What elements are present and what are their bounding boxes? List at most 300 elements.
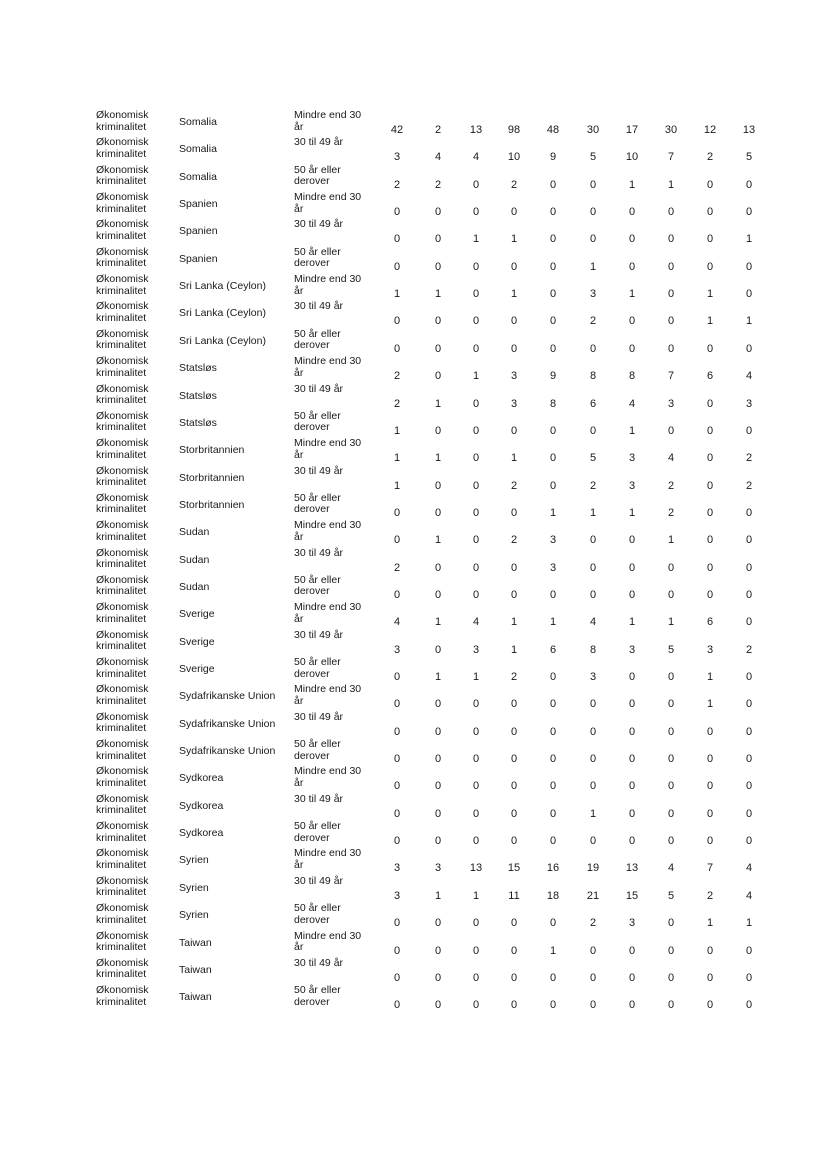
age-group: 50 år eller derover — [294, 820, 341, 844]
country-name: Storbritannien — [179, 444, 245, 457]
value-cell: 0 — [510, 342, 518, 355]
age-group: Mindre end 30 år — [294, 273, 362, 297]
value-cell: 2 — [589, 315, 597, 328]
value-cell: 0 — [589, 999, 597, 1012]
age-group: Mindre end 30 år — [294, 601, 362, 625]
table-row — [0, 110, 828, 137]
value-cell: 0 — [745, 206, 753, 219]
value-cell: 0 — [393, 971, 401, 984]
value-cell: 0 — [745, 971, 753, 984]
value-cell: 0 — [549, 780, 557, 793]
value-cell: 0 — [472, 698, 480, 711]
value-cell: 0 — [393, 835, 401, 848]
value-cell: 0 — [510, 917, 518, 930]
value-cell: 2 — [434, 178, 442, 191]
value-cell: 0 — [549, 588, 557, 601]
value-cell: 0 — [434, 725, 442, 738]
value-cell: 1 — [589, 807, 597, 820]
value-cell: 0 — [472, 534, 480, 547]
value-cell: 0 — [667, 753, 675, 766]
value-cell: 0 — [706, 424, 714, 437]
crime-category: Økonomisk kriminalitet — [96, 820, 149, 844]
value-cell: 0 — [589, 561, 597, 574]
value-cell: 1 — [706, 671, 714, 683]
value-cell: 15 — [625, 889, 639, 902]
value-cell: 3 — [510, 397, 518, 410]
value-cell: 0 — [472, 206, 480, 219]
value-cell: 0 — [434, 780, 442, 793]
age-group: 50 år eller derover — [294, 902, 341, 926]
value-cell: 0 — [393, 506, 401, 519]
table-row — [0, 247, 828, 274]
value-cell: 0 — [434, 753, 442, 766]
value-cell: 0 — [589, 206, 597, 219]
value-cell: 1 — [667, 178, 675, 191]
value-cell: 0 — [393, 807, 401, 820]
crime-category: Økonomisk kriminalitet — [96, 573, 149, 598]
value-cell: 1 — [706, 315, 714, 328]
value-cell: 0 — [393, 944, 401, 957]
value-cell: 0 — [393, 588, 401, 601]
value-cell: 0 — [628, 342, 636, 355]
value-cell: 4 — [667, 862, 675, 875]
value-cell: 0 — [472, 753, 480, 766]
value-cell: 1 — [393, 479, 401, 492]
value-cell: 1 — [589, 260, 597, 273]
age-group: 30 til 49 år — [294, 218, 344, 231]
value-cell: 0 — [745, 561, 753, 574]
value-cell: 0 — [434, 643, 442, 656]
value-cell: 0 — [434, 698, 442, 711]
value-cell: 0 — [628, 780, 636, 793]
crime-category: Økonomisk kriminalitet — [96, 163, 149, 188]
value-cell: 0 — [393, 534, 401, 547]
value-cell: 0 — [745, 753, 753, 766]
value-cell: 6 — [589, 397, 597, 410]
table-row — [0, 958, 828, 985]
value-cell: 0 — [667, 671, 675, 683]
value-cell: 4 — [628, 397, 636, 410]
age-group: 30 til 49 år — [294, 710, 344, 723]
value-cell: 0 — [628, 260, 636, 273]
crime-category: Økonomisk kriminalitet — [96, 874, 149, 899]
value-cell: 0 — [549, 233, 557, 246]
value-cell: 0 — [510, 807, 518, 820]
value-cell: 11 — [508, 889, 520, 902]
age-group: Mindre end 30 år — [294, 191, 362, 215]
country-name: Somalia — [179, 116, 217, 128]
value-cell: 2 — [510, 534, 518, 547]
value-cell: 0 — [472, 971, 480, 984]
value-cell: 0 — [472, 807, 480, 820]
crime-category: Økonomisk kriminalitet — [96, 902, 149, 926]
value-cell: 1 — [510, 643, 518, 656]
value-cell: 0 — [510, 780, 518, 793]
value-cell: 0 — [589, 342, 597, 355]
age-group: Mindre end 30 år — [294, 355, 362, 379]
value-cell: 0 — [589, 233, 597, 246]
country-name: Statsløs — [179, 362, 217, 375]
age-group: Mindre end 30 år — [294, 929, 362, 953]
value-cell: 0 — [549, 342, 557, 355]
value-cell: 0 — [589, 780, 597, 793]
crime-category: Økonomisk kriminalitet — [96, 136, 149, 160]
value-cell: 8 — [589, 370, 597, 383]
crime-category: Økonomisk kriminalitet — [96, 956, 149, 981]
value-cell: 2 — [393, 370, 401, 383]
value-cell: 10 — [625, 151, 639, 164]
country-name: Taiwan — [179, 991, 212, 1004]
value-cell: 0 — [434, 917, 442, 930]
age-group: Mindre end 30 år — [294, 437, 362, 461]
value-cell: 21 — [586, 889, 600, 902]
value-cell: 0 — [549, 971, 557, 984]
value-cell: 4 — [745, 862, 753, 875]
value-cell: 0 — [706, 944, 714, 957]
age-group: 50 år eller derover — [294, 409, 341, 434]
value-cell: 0 — [472, 588, 480, 601]
country-name: Somalia — [179, 143, 217, 156]
value-cell: 1 — [510, 288, 518, 301]
value-cell: 98 — [507, 124, 521, 136]
value-cell: 0 — [745, 725, 753, 738]
age-group: 50 år eller derover — [294, 327, 341, 352]
table-row — [0, 356, 828, 383]
value-cell: 1 — [745, 233, 753, 246]
value-cell: 5 — [589, 452, 597, 465]
country-name: Taiwan — [179, 936, 212, 949]
age-group: 50 år eller derover — [294, 738, 341, 762]
value-cell: 0 — [706, 452, 714, 465]
table-row — [0, 520, 828, 547]
value-cell: 7 — [667, 151, 675, 164]
value-cell: 0 — [434, 807, 442, 820]
value-cell: 0 — [393, 999, 401, 1012]
age-group: 30 til 49 år — [294, 136, 344, 149]
value-cell: 0 — [549, 671, 557, 683]
value-cell: 2 — [589, 917, 597, 930]
value-cell: 0 — [706, 342, 714, 355]
value-cell: 0 — [434, 260, 442, 273]
country-name: Sudan — [179, 580, 210, 593]
value-cell: 0 — [434, 370, 442, 383]
value-cell: 0 — [434, 315, 442, 328]
value-cell: 0 — [667, 315, 675, 328]
value-cell: 0 — [549, 479, 557, 492]
value-cell: 3 — [434, 862, 442, 875]
value-cell: 30 — [664, 124, 678, 136]
value-cell: 4 — [472, 151, 480, 164]
value-cell: 0 — [667, 944, 675, 957]
country-name: Sydafrikanske Union — [179, 717, 276, 730]
value-cell: 0 — [510, 561, 518, 574]
value-cell: 0 — [393, 315, 401, 328]
value-cell: 0 — [706, 753, 714, 766]
value-cell: 1 — [472, 671, 480, 683]
country-name: Sydkorea — [179, 772, 224, 785]
value-cell: 0 — [706, 588, 714, 601]
age-group: 50 år eller derover — [294, 491, 341, 516]
table-row — [0, 411, 828, 438]
crime-category: Økonomisk kriminalitet — [96, 656, 149, 680]
value-cell: 0 — [510, 944, 518, 957]
crime-category: Økonomisk kriminalitet — [96, 929, 149, 953]
value-cell: 3 — [628, 452, 636, 465]
value-cell: 3 — [393, 862, 401, 875]
value-cell: 0 — [510, 424, 518, 437]
value-cell: 3 — [510, 370, 518, 383]
value-cell: 0 — [549, 725, 557, 738]
value-cell: 0 — [549, 288, 557, 301]
value-cell: 0 — [393, 917, 401, 930]
value-cell: 0 — [472, 178, 480, 191]
value-cell: 1 — [472, 233, 480, 246]
value-cell: 0 — [434, 944, 442, 957]
value-cell: 0 — [628, 944, 636, 957]
age-group: Mindre end 30 år — [294, 109, 362, 133]
value-cell: 5 — [589, 151, 597, 164]
country-name: Sri Lanka (Ceylon) — [179, 334, 266, 347]
value-cell: 4 — [393, 616, 401, 629]
value-cell: 0 — [434, 342, 442, 355]
value-cell: 0 — [549, 753, 557, 766]
value-cell: 1 — [472, 889, 480, 902]
value-cell: 0 — [628, 315, 636, 328]
value-cell: 1 — [628, 288, 636, 301]
crime-category: Økonomisk kriminalitet — [96, 191, 149, 215]
value-cell: 0 — [472, 999, 480, 1012]
crime-category: Økonomisk kriminalitet — [96, 683, 149, 707]
value-cell: 0 — [667, 780, 675, 793]
age-group: Mindre end 30 år — [294, 683, 362, 707]
age-group: 30 til 49 år — [294, 792, 344, 805]
value-cell: 0 — [667, 561, 675, 574]
value-cell: 0 — [745, 835, 753, 848]
value-cell: 0 — [510, 206, 518, 219]
crime-category: Økonomisk kriminalitet — [96, 437, 149, 461]
value-cell: 3 — [628, 917, 636, 930]
value-cell: 0 — [706, 479, 714, 492]
table-row — [0, 192, 828, 219]
value-cell: 0 — [745, 807, 753, 820]
value-cell: 8 — [628, 370, 636, 383]
value-cell: 6 — [706, 616, 714, 629]
value-cell: 0 — [549, 698, 557, 711]
table-row — [0, 274, 828, 301]
country-name: Sydkorea — [179, 799, 224, 812]
value-cell: 5 — [667, 643, 675, 656]
value-cell: 0 — [510, 999, 518, 1012]
value-cell: 3 — [393, 151, 401, 164]
age-group: Mindre end 30 år — [294, 519, 362, 543]
value-cell: 0 — [667, 342, 675, 355]
value-cell: 0 — [589, 534, 597, 547]
country-name: Sydkorea — [179, 827, 224, 840]
value-cell: 2 — [510, 671, 518, 683]
value-cell: 0 — [589, 178, 597, 191]
value-cell: 0 — [472, 452, 480, 465]
value-cell: 1 — [706, 288, 714, 301]
value-cell: 1 — [434, 889, 442, 902]
age-group: 30 til 49 år — [294, 874, 344, 887]
value-cell: 4 — [434, 151, 442, 164]
value-cell: 0 — [628, 753, 636, 766]
value-cell: 6 — [549, 643, 557, 656]
value-cell: 1 — [706, 698, 714, 711]
table-row — [0, 876, 828, 903]
value-cell: 13 — [625, 862, 639, 875]
value-cell: 9 — [549, 370, 557, 383]
value-cell: 0 — [472, 424, 480, 437]
table-row — [0, 712, 828, 739]
value-cell: 0 — [589, 835, 597, 848]
crime-category: Økonomisk kriminalitet — [96, 984, 149, 1008]
value-cell: 0 — [393, 780, 401, 793]
value-cell: 3 — [589, 671, 597, 683]
country-name: Sudan — [179, 553, 210, 566]
value-cell: 0 — [745, 342, 753, 355]
crime-category: Økonomisk kriminalitet — [96, 245, 149, 270]
age-group: Mindre end 30 år — [294, 765, 362, 789]
value-cell: 0 — [510, 971, 518, 984]
crime-category: Økonomisk kriminalitet — [96, 765, 149, 789]
age-group: 30 til 49 år — [294, 628, 344, 641]
value-cell: 0 — [472, 397, 480, 410]
value-cell: 2 — [393, 397, 401, 410]
value-cell: 0 — [589, 725, 597, 738]
country-name: Syrien — [179, 881, 209, 894]
table-row — [0, 219, 828, 246]
value-cell: 0 — [628, 561, 636, 574]
value-cell: 2 — [706, 151, 714, 164]
crime-category: Økonomisk kriminalitet — [96, 409, 149, 434]
value-cell: 8 — [589, 643, 597, 656]
age-group: 50 år eller derover — [294, 656, 341, 680]
age-group: 50 år eller derover — [294, 245, 341, 270]
value-cell: 0 — [434, 479, 442, 492]
value-cell: 0 — [745, 944, 753, 957]
value-cell: 13 — [469, 124, 483, 136]
value-cell: 3 — [549, 534, 557, 547]
table-row — [0, 684, 828, 711]
table-row — [0, 602, 828, 629]
crime-category: Økonomisk kriminalitet — [96, 710, 149, 735]
country-name: Sydafrikanske Union — [179, 690, 276, 703]
value-cell: 1 — [510, 452, 518, 465]
value-cell: 1 — [745, 917, 753, 930]
value-cell: 1 — [706, 917, 714, 930]
value-cell: 0 — [472, 561, 480, 574]
value-cell: 0 — [628, 588, 636, 601]
value-cell: 2 — [393, 178, 401, 191]
value-cell: 0 — [434, 588, 442, 601]
value-cell: 5 — [667, 889, 675, 902]
value-cell: 2 — [706, 889, 714, 902]
table-row — [0, 766, 828, 793]
value-cell: 1 — [667, 534, 675, 547]
value-cell: 0 — [745, 506, 753, 519]
value-cell: 0 — [667, 971, 675, 984]
table-row — [0, 657, 828, 684]
value-cell: 0 — [510, 698, 518, 711]
value-cell: 0 — [628, 725, 636, 738]
table-row — [0, 575, 828, 602]
value-cell: 0 — [393, 260, 401, 273]
value-cell: 42 — [390, 124, 404, 136]
table-row — [0, 438, 828, 465]
value-cell: 0 — [628, 534, 636, 547]
table-row — [0, 821, 828, 848]
value-cell: 2 — [510, 479, 518, 492]
table-row — [0, 137, 828, 164]
value-cell: 0 — [745, 424, 753, 437]
value-cell: 18 — [546, 889, 560, 902]
value-cell: 3 — [393, 643, 401, 656]
value-cell: 0 — [628, 233, 636, 246]
country-name: Somalia — [179, 170, 217, 183]
value-cell: 3 — [628, 479, 636, 492]
age-group: 30 til 49 år — [294, 464, 344, 477]
crime-category: Økonomisk kriminalitet — [96, 601, 149, 625]
value-cell: 0 — [393, 233, 401, 246]
age-group: 30 til 49 år — [294, 546, 344, 559]
country-name: Statsløs — [179, 416, 217, 429]
crime-category: Økonomisk kriminalitet — [96, 273, 149, 297]
value-cell: 0 — [434, 999, 442, 1012]
table-row — [0, 301, 828, 328]
value-cell: 0 — [549, 917, 557, 930]
value-cell: 0 — [667, 233, 675, 246]
value-cell: 0 — [472, 342, 480, 355]
value-cell: 0 — [472, 835, 480, 848]
value-cell: 0 — [393, 671, 401, 683]
value-cell: 0 — [472, 944, 480, 957]
value-cell: 0 — [706, 725, 714, 738]
age-group: 50 år eller derover — [294, 573, 341, 598]
value-cell: 0 — [434, 206, 442, 219]
crime-category: Økonomisk kriminalitet — [96, 792, 149, 817]
value-cell: 13 — [469, 862, 483, 875]
crime-category: Økonomisk kriminalitet — [96, 355, 149, 379]
value-cell: 0 — [393, 342, 401, 355]
value-cell: 0 — [472, 260, 480, 273]
value-cell: 0 — [745, 588, 753, 601]
table-row — [0, 794, 828, 821]
value-cell: 0 — [667, 288, 675, 301]
value-cell: 16 — [546, 862, 560, 875]
value-cell: 0 — [589, 588, 597, 601]
value-cell: 0 — [393, 698, 401, 711]
country-name: Storbritannien — [179, 471, 245, 484]
value-cell: 4 — [667, 452, 675, 465]
value-cell: 0 — [745, 698, 753, 711]
value-cell: 15 — [507, 862, 521, 875]
value-cell: 1 — [549, 616, 557, 629]
value-cell: 0 — [745, 260, 753, 273]
value-cell: 0 — [745, 999, 753, 1012]
value-cell: 0 — [745, 178, 753, 191]
table-row — [0, 466, 828, 493]
age-group: 30 til 49 år — [294, 300, 344, 313]
country-name: Sverige — [179, 608, 215, 621]
value-cell: 1 — [510, 616, 518, 629]
value-cell: 0 — [472, 780, 480, 793]
table-row — [0, 848, 828, 875]
value-cell: 1 — [434, 452, 442, 465]
value-cell: 0 — [628, 206, 636, 219]
value-cell: 0 — [706, 397, 714, 410]
value-cell: 0 — [745, 616, 753, 629]
